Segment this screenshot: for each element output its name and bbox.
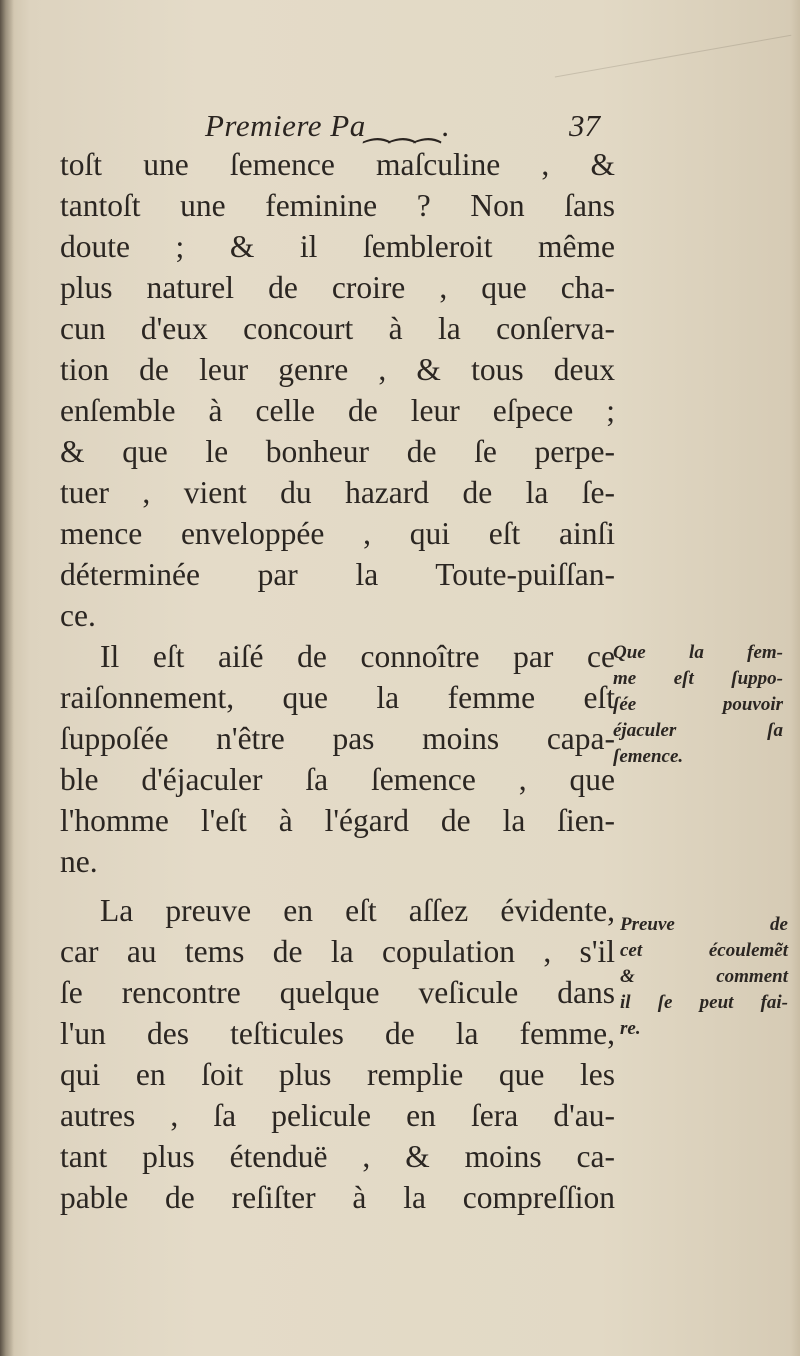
text-line: pable de reſiſter à la compreſſion bbox=[60, 1180, 615, 1215]
text-line: doute ; & il ſembleroit même bbox=[60, 229, 615, 264]
text-line: ſe rencontre quelque veſicule dans bbox=[60, 975, 615, 1010]
text-line: enſemble à celle de leur eſpece ; bbox=[60, 393, 615, 428]
margin-note-line: & comment bbox=[620, 966, 788, 987]
text-line: plus naturel de croire , que cha- bbox=[60, 270, 615, 305]
text-line: qui en ſoit plus remplie que les bbox=[60, 1057, 615, 1092]
text-line: l'homme l'eſt à l'égard de la ſien- bbox=[60, 803, 615, 838]
text-line: l'un des teſticules de la femme, bbox=[60, 1016, 615, 1051]
text-line: tant plus étenduë , & moins ca- bbox=[60, 1139, 615, 1174]
text-line: cun d'eux concourt à la conſerva- bbox=[60, 311, 615, 346]
margin-note-proof bbox=[620, 912, 788, 1042]
running-header bbox=[205, 108, 605, 148]
text-line: autres , ſa pelicule en ſera d'au- bbox=[60, 1098, 615, 1133]
page-number: 37 bbox=[569, 108, 600, 143]
text-line: ble d'éjaculer ſa ſemence , que bbox=[60, 762, 615, 797]
text-line: tion de leur genre , & tous deux bbox=[60, 352, 615, 387]
text-line: ce. bbox=[60, 598, 96, 633]
body-text bbox=[60, 144, 615, 1218]
margin-note-ejaculation bbox=[613, 640, 783, 770]
text-line: Il eſt aiſé de connoître par ce bbox=[100, 639, 615, 674]
text-line: toſt une ſemence maſculine , & bbox=[60, 147, 615, 182]
margin-note-line: ſée pouvoir bbox=[613, 694, 783, 715]
text-line: mence enveloppée , qui eſt ainſi bbox=[60, 516, 615, 551]
binding-gutter bbox=[0, 0, 14, 1356]
text-line: tantoſt une feminine ? Non ſans bbox=[60, 188, 615, 223]
text-line: tuer , vient du hazard de la ſe- bbox=[60, 475, 615, 510]
margin-note-line: Que la fem- bbox=[613, 642, 783, 663]
text-line: La preuve en eſt aſſez évidente, bbox=[100, 893, 615, 928]
margin-note-line: il ſe peut fai- bbox=[620, 992, 788, 1013]
margin-note-line: Preuve de bbox=[620, 914, 788, 935]
text-line: car au tems de la copulation , s'il bbox=[60, 934, 615, 969]
running-title: Premiere Pa⁔⁔⁔. bbox=[205, 108, 451, 143]
margin-note-line: re. bbox=[620, 1018, 641, 1039]
paragraph-gap bbox=[60, 882, 615, 890]
text-line: ſuppoſée n'être pas moins capa- bbox=[60, 721, 615, 756]
text-line: & que le bonheur de ſe perpe- bbox=[60, 434, 615, 469]
margin-note-line: éjaculer ſa bbox=[613, 720, 783, 741]
margin-note-line: cet écoulemẽt bbox=[620, 940, 788, 961]
margin-note-line: ſemence. bbox=[613, 746, 684, 767]
text-line: raiſonnement, que la femme eſt bbox=[60, 680, 615, 715]
margin-note-line: me eſt ſuppo- bbox=[613, 668, 783, 689]
text-line: ne. bbox=[60, 844, 98, 879]
text-line: déterminée par la Toute-puiſſan- bbox=[60, 557, 615, 592]
